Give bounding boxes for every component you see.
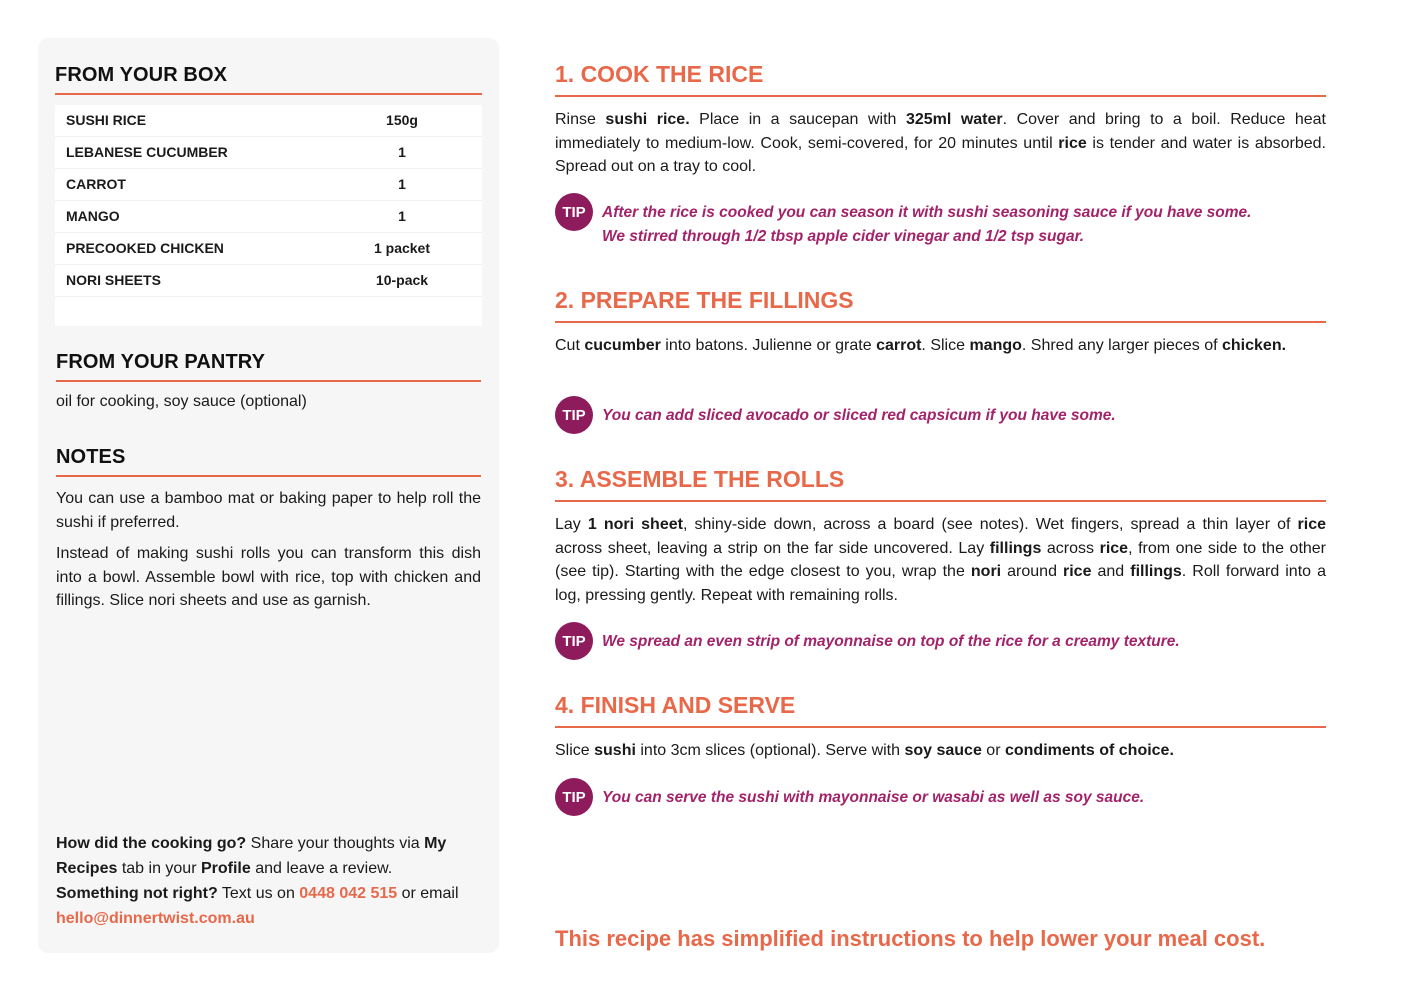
from-your-pantry-heading: FROM YOUR PANTRY <box>56 351 481 382</box>
feedback-text-part: Text us on <box>217 885 300 902</box>
text-segment: across sheet, leaving a strip on the far side uncovered. Lay <box>555 539 990 557</box>
note-paragraph: Instead of making sushi rolls you can transform this dish into a bowl. Assemble bowl with rice, top with chicken and fillings. Slice nori sheets and use as garnish. <box>56 545 481 609</box>
pantry-items: oil for cooking, soy sauce (optional) <box>56 393 307 410</box>
bold-term: condiments of choice. <box>1004 742 1174 759</box>
notes-heading: NOTES <box>56 446 481 477</box>
feedback-question: How did the cooking go? <box>56 835 247 852</box>
tip-line: After the rice is cooked you can season it with sushi seasoning sauce if you have some. <box>602 204 1252 221</box>
step-4-body <box>555 739 1326 763</box>
note-paragraph: You can use a bamboo mat or baking paper to help roll the sushi if preferred. <box>56 490 481 531</box>
bold-term: 1 nori sheet <box>587 516 683 533</box>
bold-term: chicken. <box>1222 337 1287 354</box>
ingredient-row <box>55 265 482 297</box>
step-3-body <box>555 513 1326 607</box>
text-segment: Slice <box>555 742 595 759</box>
text-segment: and <box>1091 563 1131 580</box>
step-2-body <box>555 334 1326 358</box>
tip-text: You can add sliced avocado or sliced red capsicum if you have some. <box>602 407 1116 424</box>
step-3-heading: 3. ASSEMBLE THE ROLLS <box>555 466 1326 502</box>
ingredients-panel <box>38 38 499 953</box>
bold-term: rice <box>1297 516 1326 533</box>
ingredient-row <box>55 105 482 137</box>
simplified-instructions-note: This recipe has simplified instructions to help lower your meal cost. <box>555 926 1266 951</box>
ingredient-name: SUSHI RICE <box>66 112 147 128</box>
feedback-text-part: tab in your <box>117 860 201 877</box>
step-4-heading: 4. FINISH AND SERVE <box>555 692 1326 728</box>
ingredients-table <box>55 105 482 326</box>
text-segment: . Shred any larger pieces of <box>1021 337 1222 354</box>
text-segment: . Cover and bring to a boil. Reduce heat immediately to medium-low. Cook, semi-covered, for 20 minutes until <box>555 111 1327 152</box>
ingredient-name: NORI SHEETS <box>66 272 161 288</box>
ingredient-qty: 1 packet <box>373 240 431 256</box>
bold-term: fillings <box>989 539 1042 557</box>
ingredient-qty: 10-pack <box>375 272 429 288</box>
ingredient-row <box>55 201 482 233</box>
email-link[interactable]: hello@dinnertwist.com.au <box>56 910 255 927</box>
feedback-text <box>56 831 486 931</box>
phone-link[interactable]: 0448 042 515 <box>299 885 398 902</box>
text-segment: . Slice <box>921 337 970 354</box>
text-segment: Lay <box>555 516 588 533</box>
tip-badge: TIP <box>555 622 593 660</box>
step-2-heading: 2. PREPARE THE FILLINGS <box>555 287 1326 323</box>
text-segment: Place in a saucepan with <box>689 111 906 128</box>
from-your-box-heading: FROM YOUR BOX <box>55 64 482 95</box>
text-segment: Rinse <box>555 111 606 128</box>
tip-text: We spread an even strip of mayonnaise on top of the rice for a creamy texture. <box>602 633 1180 650</box>
tip-badge: TIP <box>555 778 593 816</box>
ingredient-name: PRECOOKED CHICKEN <box>66 240 224 256</box>
bold-term: soy sauce <box>904 742 982 759</box>
ingredient-row <box>55 169 482 201</box>
ingredient-name: CARROT <box>66 176 126 192</box>
step-4-tip <box>555 778 1335 818</box>
text-segment: around <box>1001 563 1063 580</box>
bold-term: sushi rice. <box>605 111 690 128</box>
bold-term: rice <box>1099 539 1129 557</box>
text-segment: into 3cm slices (optional). Serve with <box>635 742 905 759</box>
step-1-tip <box>555 193 1335 253</box>
step-2-tip <box>555 396 1335 436</box>
ingredient-qty: 1 <box>398 208 406 224</box>
my-recipes-label: My Recipes <box>56 835 447 877</box>
tip-text <box>602 201 1332 248</box>
tip-line: We stirred through 1/2 tbsp apple cider vinegar and 1/2 tsp sugar. <box>602 227 1085 245</box>
text-segment: or <box>981 742 1005 759</box>
bold-term: fillings <box>1130 563 1182 580</box>
tip-badge: TIP <box>555 396 593 434</box>
ingredient-qty: 1 <box>398 144 406 160</box>
text-segment: into batons. Julienne or grate <box>660 337 877 354</box>
ingredient-qty: 150g <box>386 112 418 128</box>
step-1-body <box>555 108 1326 179</box>
feedback-text-part: or email <box>397 885 459 902</box>
bold-term: rice <box>1063 563 1092 580</box>
tip-text: You can serve the sushi with mayonnaise or wasabi as well as soy sauce. <box>602 789 1145 806</box>
text-segment: is tender and water is absorbed. Spread out on a tray to cool. <box>555 134 1326 175</box>
feedback-text-part: Share your thoughts via <box>246 835 425 852</box>
ingredient-name: MANGO <box>66 208 120 224</box>
bold-term: rice <box>1058 134 1087 152</box>
step-1-heading: 1. COOK THE RICE <box>555 61 1326 97</box>
text-segment: , shiny-side down, across a board (see notes). Wet fingers, spread a thin layer of <box>682 516 1298 533</box>
step-3-tip <box>555 622 1335 662</box>
text-segment: . Roll forward into a log, pressing gently. Repeat with remaining rolls. <box>555 563 1326 604</box>
ingredient-qty: 1 <box>398 176 406 192</box>
bold-term: sushi <box>594 742 636 759</box>
support-question: Something not right? <box>56 885 218 902</box>
profile-label: Profile <box>200 860 251 877</box>
ingredient-name: LEBANESE CUCUMBER <box>66 144 228 160</box>
bold-term: 325ml water <box>905 111 1003 128</box>
feedback-text-part: and leave a review. <box>250 860 393 877</box>
ingredient-row <box>55 137 482 169</box>
text-segment: , from one side to the other (see tip). Starting with the edge closest to you, wrap the <box>555 539 1327 580</box>
text-segment: across <box>1041 539 1100 557</box>
bold-term: mango <box>969 337 1022 354</box>
text-segment: Cut <box>555 337 585 354</box>
bold-term: carrot <box>876 337 922 354</box>
bold-term: nori <box>970 563 1002 580</box>
bold-term: cucumber <box>584 337 661 354</box>
ingredient-row <box>55 233 482 265</box>
tip-badge: TIP <box>555 193 593 231</box>
